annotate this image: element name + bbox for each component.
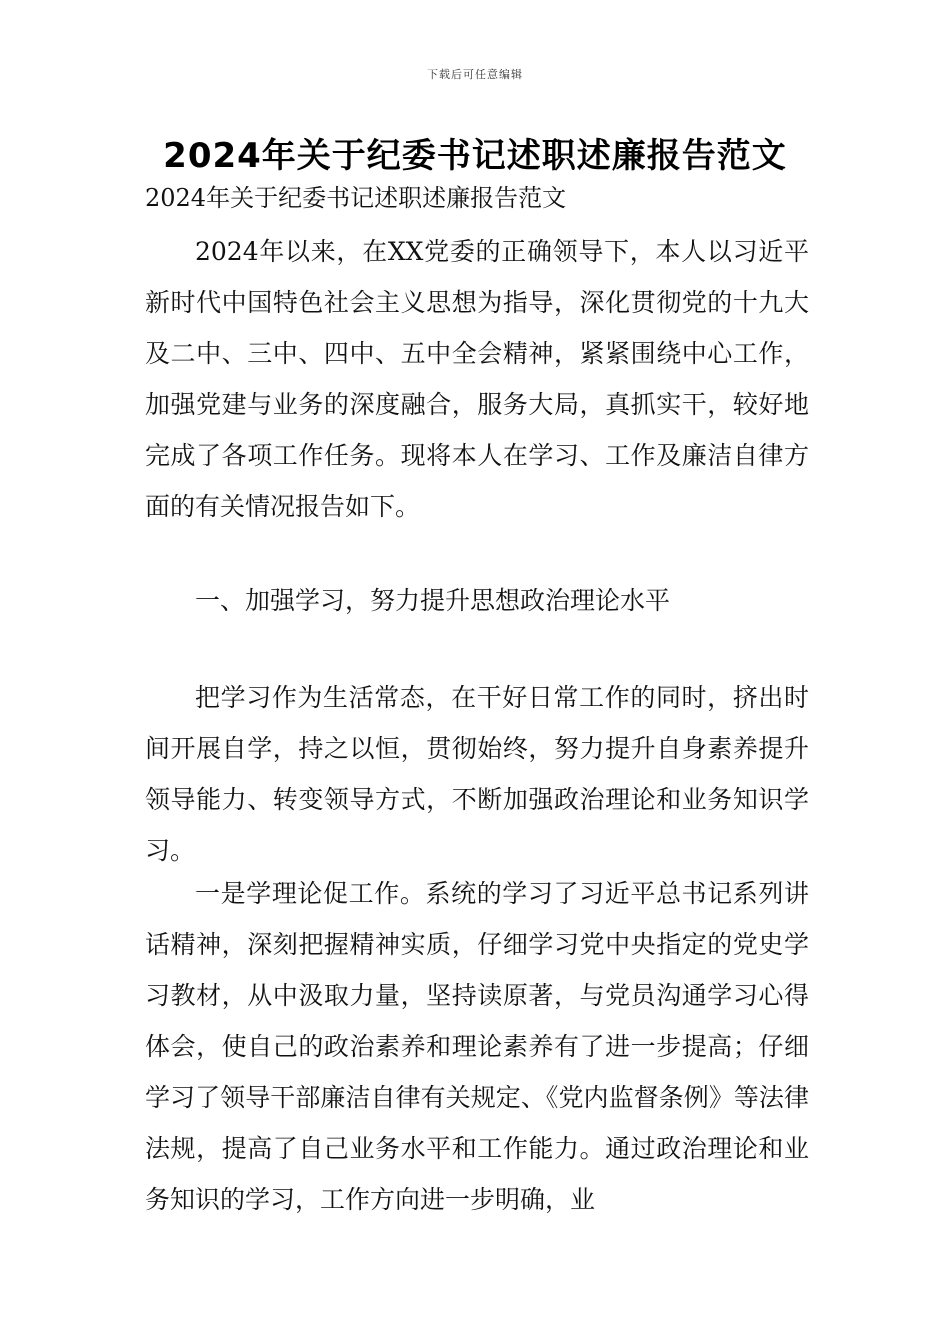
document-title: 2024年关于纪委书记述职述廉报告范文 <box>163 136 787 176</box>
section1-paragraph-2: 一是学理论促工作。系统的学习了习近平总书记系列讲话精神，深刻把握精神实质，仔细学习党中央指定的党史学习教材，从中汲取力量，坚持读原著，与党员沟通学习心得体会，使自己的政治素养和理论素养有了进一步提高；仔细学习了领导干部廉洁自律有关规定、《党内监督条例》等法律法规，提高了自己业务水平和工作能力。通过政治理论和业务知识的学习，工作方向进一步明确，业 <box>145 879 809 1214</box>
document-subtitle: 2024年关于纪委书记述职述廉报告范文 <box>145 184 567 212</box>
header-note: 下载后可任意编辑 <box>427 68 523 81</box>
section-heading-1: 一、加强学习，努力提升思想政治理论水平 <box>195 586 671 615</box>
intro-paragraph: 2024年以来，在XX党委的正确领导下，本人以习近平新时代中国特色社会主义思想为指导，深化贯彻党的十九大及二中、三中、四中、五中全会精神，紧紧围绕中心工作，加强党建与业务的深度融合，服务大局，真抓实干，较好地完成了各项工作任务。现将本人在学习、工作及廉洁自律方面的有关情况报告如下。 <box>145 237 809 521</box>
section1-paragraph-1: 把学习作为生活常态，在干好日常工作的同时，挤出时间开展自学，持之以恒，贯彻始终，努力提升自身素养提升领导能力、转变领导方式，不断加强政治理论和业务知识学习。 <box>145 683 809 865</box>
